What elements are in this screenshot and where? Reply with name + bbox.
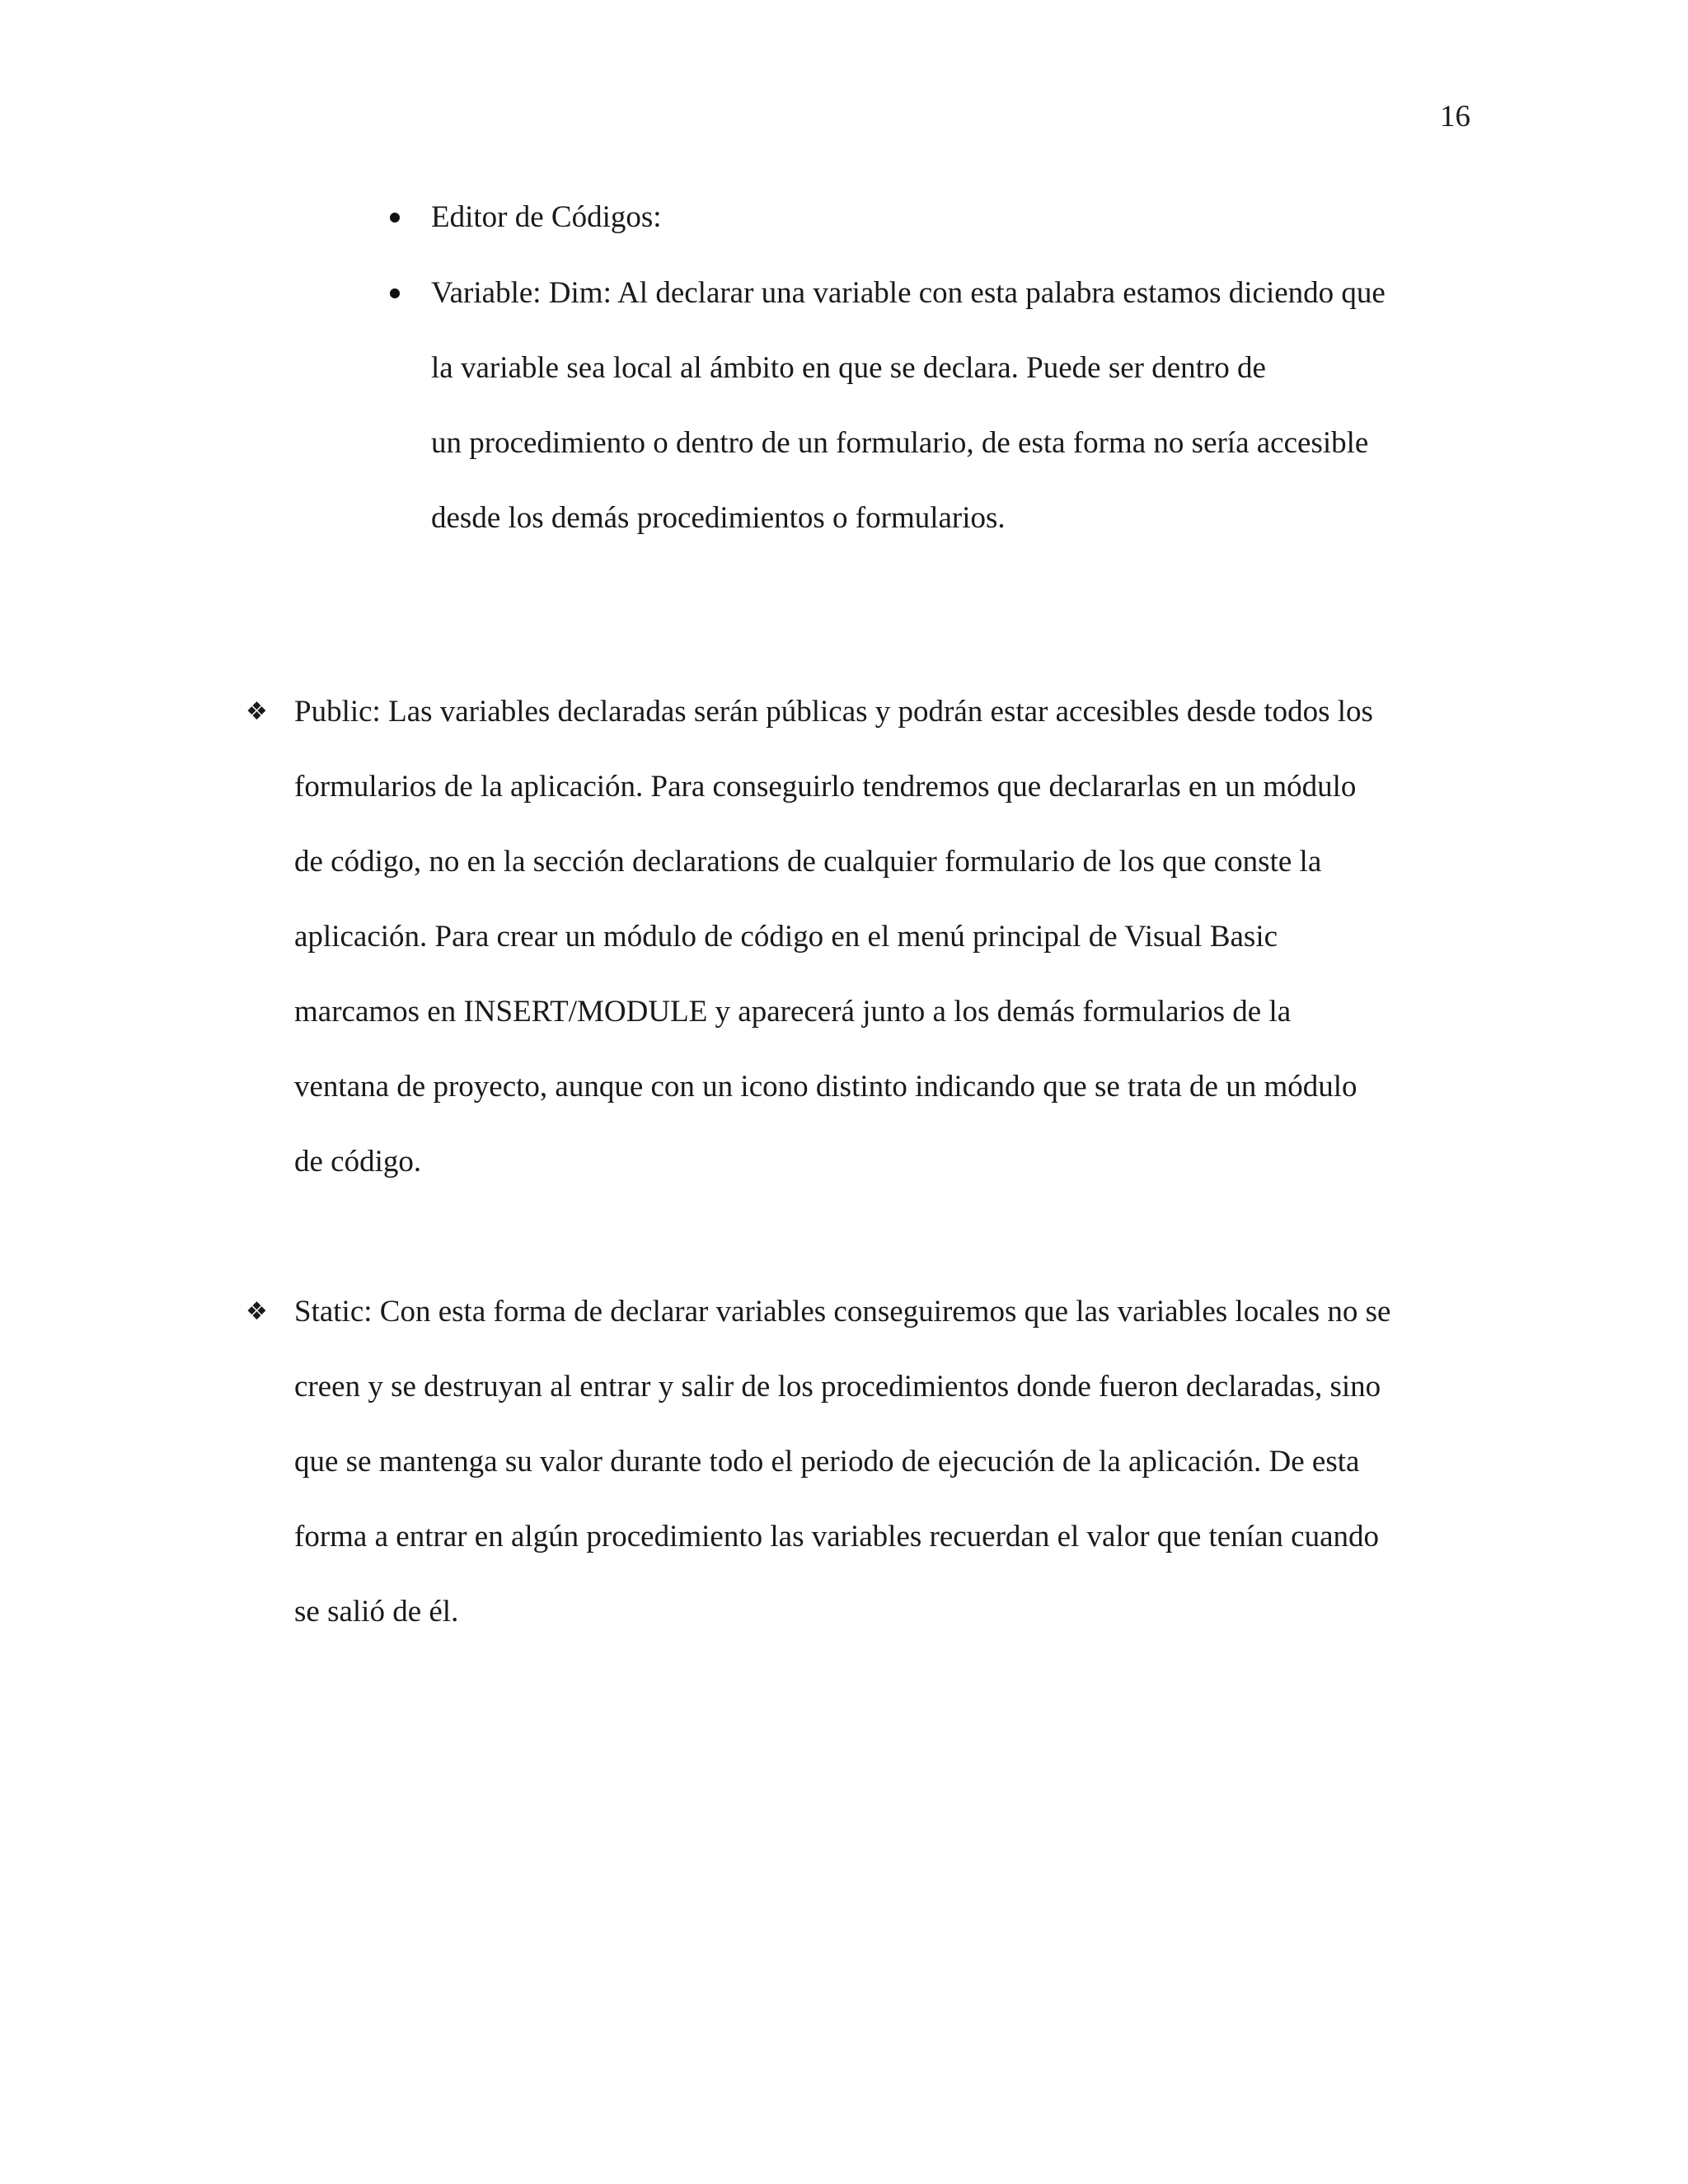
section-text-line: de código. (294, 1145, 422, 1179)
section-text-line: marcamos en INSERT/MODULE y aparecerá junto a los demás formularios de la (294, 995, 1292, 1029)
section-text-line: ventana de proyecto, aunque con un icono distinto indicando que se trata de un módulo (294, 1070, 1357, 1104)
bullet-text-line: un procedimiento o dentro de un formulario, de esta forma no sería accesible (431, 426, 1369, 460)
bullet-text-line: Editor de Códigos: (431, 200, 662, 234)
page-number: 16 (1440, 100, 1470, 134)
diamond-bullet-icon: ❖ (246, 1297, 268, 1326)
bullet-dot-icon (390, 288, 400, 298)
section-text-line: que se mantenga su valor durante todo el periodo de ejecución de la aplicación. De esta (294, 1445, 1360, 1479)
bullet-dot-icon (390, 213, 400, 223)
bullet-text-line: la variable sea local al ámbito en que se declara. Puede ser dentro de (431, 351, 1266, 385)
section-text-line: Public: Las variables declaradas serán públicas y podrán estar accesibles desde todos los (294, 695, 1373, 729)
section-text-line: se salió de él. (294, 1595, 459, 1629)
bullet-text-line: desde los demás procedimientos o formularios. (431, 501, 1006, 535)
section-text-line: creen y se destruyan al entrar y salir de los procedimientos donde fueron declaradas, sino (294, 1370, 1381, 1404)
section-text-line: formularios de la aplicación. Para conseguirlo tendremos que declararlas en un módulo (294, 770, 1357, 804)
section-text-line: de código, no en la sección declarations de cualquier formulario de los que conste la (294, 845, 1322, 879)
section-text-line: aplicación. Para crear un módulo de código en el menú principal de Visual Basic (294, 920, 1278, 954)
bullet-text-line: Variable: Dim: Al declarar una variable con esta palabra estamos diciendo que (431, 276, 1386, 310)
section-text-line: Static: Con esta forma de declarar variables conseguiremos que las variables locales no se (294, 1295, 1391, 1329)
section-text-line: forma a entrar en algún procedimiento las variables recuerdan el valor que tenían cuando (294, 1520, 1379, 1554)
diamond-bullet-icon: ❖ (246, 697, 268, 726)
